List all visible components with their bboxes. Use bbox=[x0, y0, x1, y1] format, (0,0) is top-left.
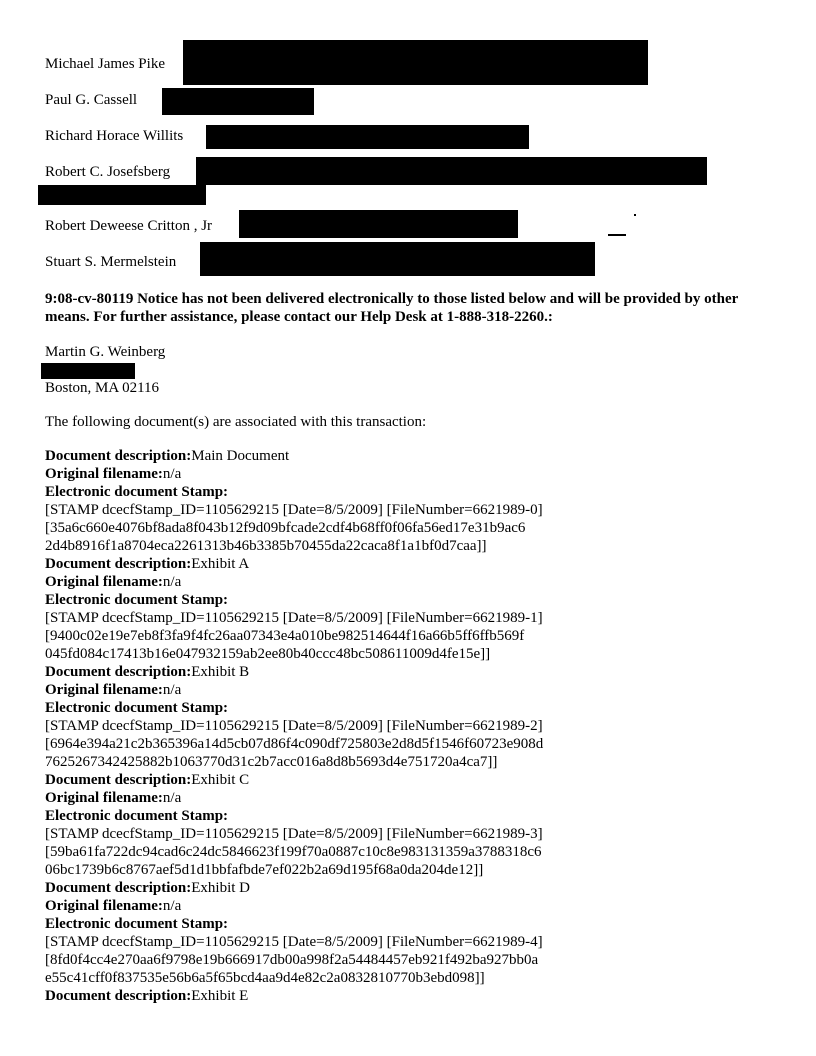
document-description: Exhibit D bbox=[191, 880, 250, 896]
original-filename-row bbox=[45, 789, 543, 807]
document-description-row bbox=[45, 663, 543, 681]
filename-label: Original filename: bbox=[45, 574, 163, 590]
description-label: Document description: bbox=[45, 448, 192, 464]
description-label: Document description: bbox=[45, 664, 192, 680]
stamp-line: [STAMP dcecfStamp_ID=1105629215 [Date=8/5/2009] [FileNumber=6621989-2] bbox=[45, 718, 543, 734]
stamp-line: 2d4b8916f1a8704eca2261313b46b3385b70455da22caca8f1a1bf0d7caa]] bbox=[45, 538, 487, 554]
original-filename-row bbox=[45, 573, 543, 591]
description-label: Document description: bbox=[45, 988, 192, 1004]
delivery-notice: 9:08-cv-80119 Notice has not been delivered electronically to those listed below and will be provided by other means. For further assistance, please contact our Help Desk at 1-888-318-2260.: bbox=[45, 291, 739, 325]
stamp-line: [STAMP dcecfStamp_ID=1105629215 [Date=8/5/2009] [FileNumber=6621989-4] bbox=[45, 934, 543, 950]
stamp-line: 045fd084c17413b16e047932159ab2ee80b40ccc48bc508611009d4fe15e]] bbox=[45, 646, 491, 662]
original-filename-row bbox=[45, 681, 543, 699]
redaction-bar bbox=[183, 40, 648, 85]
other-means-city: Boston, MA 02116 bbox=[45, 380, 160, 396]
document-description-row bbox=[45, 771, 543, 789]
stamp-label: Electronic document Stamp: bbox=[45, 916, 229, 932]
description-label: Document description: bbox=[45, 556, 192, 572]
stamp-line: 06bc1739b6c8767aef5d1d1bbfafbde7ef022b2a69d195f68a0da204de12]] bbox=[45, 862, 484, 878]
redaction-bar bbox=[41, 363, 135, 379]
recipient-name: Richard Horace Willits bbox=[45, 128, 184, 144]
recipient-name: Stuart S. Mermelstein bbox=[45, 254, 177, 270]
stamp-line: [9400c02e19e7eb8f3fa9f4fc26aa07343e4a010be982514644f16a66b5ff6ffb569f bbox=[45, 628, 525, 644]
stamp-line: [STAMP dcecfStamp_ID=1105629215 [Date=8/5/2009] [FileNumber=6621989-1] bbox=[45, 610, 543, 626]
document-description-row bbox=[45, 555, 543, 573]
original-filename: n/a bbox=[162, 682, 182, 698]
associated-heading: The following document(s) are associated with this transaction: bbox=[45, 414, 427, 430]
redaction-bar bbox=[38, 185, 206, 205]
stamp-line: [STAMP dcecfStamp_ID=1105629215 [Date=8/5/2009] [FileNumber=6621989-3] bbox=[45, 826, 543, 842]
document-list bbox=[45, 447, 543, 1005]
filename-label: Original filename: bbox=[45, 898, 163, 914]
document-description: Exhibit E bbox=[191, 988, 249, 1004]
document-description: Exhibit C bbox=[191, 772, 250, 788]
original-filename: n/a bbox=[162, 574, 182, 590]
recipient-name: Robert C. Josefsberg bbox=[45, 164, 171, 180]
recipient-name: Robert Deweese Critton , Jr bbox=[45, 218, 213, 234]
redaction-bar bbox=[162, 88, 314, 115]
filename-label: Original filename: bbox=[45, 466, 163, 482]
other-means-name: Martin G. Weinberg bbox=[45, 344, 166, 360]
document-description-row bbox=[45, 987, 543, 1005]
original-filename: n/a bbox=[162, 466, 182, 482]
description-label: Document description: bbox=[45, 880, 192, 896]
original-filename: n/a bbox=[162, 790, 182, 806]
stamp-line: [6964e394a21c2b365396a14d5cb07d86f4c090df725803e2d8d5f1546f60723e908d bbox=[45, 736, 544, 752]
document-description: Exhibit B bbox=[191, 664, 250, 680]
stamp-label: Electronic document Stamp: bbox=[45, 808, 229, 824]
stamp-line: [35a6c660e4076bf8ada8f043b12f9d09bfcade2cdf4b68ff0f06fa56ed17e31b9ac6 bbox=[45, 520, 526, 536]
stamp-label: Electronic document Stamp: bbox=[45, 700, 229, 716]
stamp-line: 7625267342425882b1063770d31c2b7acc016a8d8b5693d4e751720a4ca7]] bbox=[45, 754, 498, 770]
redaction-bar bbox=[206, 125, 529, 149]
stray-mark bbox=[608, 234, 626, 236]
document-description: Main Document bbox=[191, 448, 290, 464]
original-filename-row bbox=[45, 897, 543, 915]
filename-label: Original filename: bbox=[45, 682, 163, 698]
filename-label: Original filename: bbox=[45, 790, 163, 806]
stray-mark bbox=[634, 214, 636, 216]
stamp-label: Electronic document Stamp: bbox=[45, 592, 229, 608]
original-filename-row bbox=[45, 465, 543, 483]
stamp-line: [STAMP dcecfStamp_ID=1105629215 [Date=8/5/2009] [FileNumber=6621989-0] bbox=[45, 502, 543, 518]
stamp-line: e55c41cff0f837535e56b6a5f65bcd4aa9d4e82c2a0832810770b3ebd098]] bbox=[45, 970, 485, 986]
document-description-row bbox=[45, 447, 543, 465]
redaction-bar bbox=[196, 157, 707, 185]
recipient-name: Michael James Pike bbox=[45, 56, 165, 72]
original-filename: n/a bbox=[162, 898, 182, 914]
description-label: Document description: bbox=[45, 772, 192, 788]
stamp-line: [8fd0f4cc4e270aa6f9798e19b666917db00a998f2a54484457eb921f492ba927bb0a bbox=[45, 952, 539, 968]
redaction-bar bbox=[239, 210, 518, 238]
document-description-row bbox=[45, 879, 543, 897]
stamp-line: [59ba61fa722dc94cad6c24dc5846623f199f70a0887c10c8e983131359a3788318c6 bbox=[45, 844, 542, 860]
stamp-label: Electronic document Stamp: bbox=[45, 484, 229, 500]
recipient-name: Paul G. Cassell bbox=[45, 92, 138, 108]
redaction-bar bbox=[200, 242, 595, 276]
document-description: Exhibit A bbox=[191, 556, 250, 572]
